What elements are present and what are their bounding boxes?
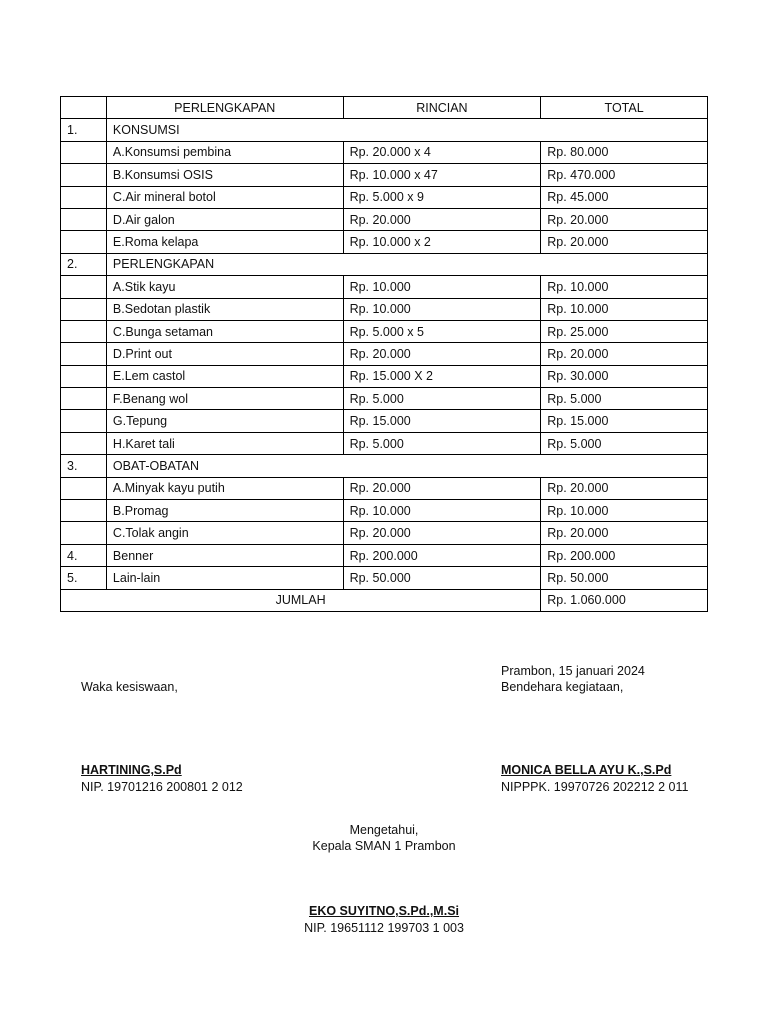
category-row (61, 253, 708, 275)
row-number (61, 477, 107, 499)
table-row (61, 320, 708, 342)
item-name: Lain-lain (106, 567, 343, 589)
item-detail: Rp. 10.000 x 2 (343, 231, 541, 253)
right-signer-id: NIPPPK. 19970726 202212 2 011 (501, 780, 689, 794)
item-detail: Rp. 15.000 (343, 410, 541, 432)
table-row (61, 141, 708, 163)
table-row (61, 186, 708, 208)
item-detail: Rp. 5.000 (343, 388, 541, 410)
row-number (61, 186, 107, 208)
item-total: Rp. 470.000 (541, 164, 708, 186)
item-total: Rp. 20.000 (541, 231, 708, 253)
item-detail: Rp. 50.000 (343, 567, 541, 589)
table-row (61, 432, 708, 454)
category-name: KONSUMSI (106, 119, 707, 141)
item-total: Rp. 200.000 (541, 544, 708, 566)
table-row (61, 388, 708, 410)
row-number (61, 320, 107, 342)
item-name: Benner (106, 544, 343, 566)
item-name: H.Karet tali (106, 432, 343, 454)
left-signer-name: HARTINING,S.Pd (81, 763, 182, 777)
row-number: 2. (61, 253, 107, 275)
principal-id: NIP. 19651112 199703 1 003 (304, 921, 464, 935)
table-body (61, 119, 708, 612)
item-detail: Rp. 10.000 x 47 (343, 164, 541, 186)
item-detail: Rp. 200.000 (343, 544, 541, 566)
sum-row (61, 589, 708, 611)
table-row (61, 231, 708, 253)
item-total: Rp. 20.000 (541, 477, 708, 499)
item-total: Rp. 15.000 (541, 410, 708, 432)
row-number (61, 276, 107, 298)
item-total: Rp. 10.000 (541, 276, 708, 298)
item-total: Rp. 50.000 (541, 567, 708, 589)
row-number: 1. (61, 119, 107, 141)
item-detail: Rp. 20.000 (343, 208, 541, 230)
item-total: Rp. 80.000 (541, 141, 708, 163)
category-name: PERLENGKAPAN (106, 253, 707, 275)
row-number (61, 500, 107, 522)
item-detail: Rp. 5.000 x 9 (343, 186, 541, 208)
header-no (61, 97, 107, 119)
item-detail: Rp. 10.000 (343, 276, 541, 298)
item-total: Rp. 10.000 (541, 298, 708, 320)
item-name: A.Stik kayu (106, 276, 343, 298)
item-detail: Rp. 20.000 (343, 343, 541, 365)
principal-role: Kepala SMAN 1 Prambon (312, 839, 456, 853)
table-row (61, 365, 708, 387)
item-detail: Rp. 10.000 (343, 500, 541, 522)
item-detail: Rp. 5.000 (343, 432, 541, 454)
item-detail: Rp. 5.000 x 5 (343, 320, 541, 342)
budget-table (60, 96, 708, 612)
row-number: 4. (61, 544, 107, 566)
place-date: Prambon, 15 januari 2024 (501, 664, 645, 678)
row-number (61, 522, 107, 544)
item-total: Rp. 20.000 (541, 208, 708, 230)
item-name: C.Air mineral botol (106, 186, 343, 208)
row-number (61, 410, 107, 432)
item-total: Rp. 45.000 (541, 186, 708, 208)
item-name: F.Benang wol (106, 388, 343, 410)
principal-name: EKO SUYITNO,S.Pd.,M.Si (308, 904, 460, 918)
item-total: Rp. 20.000 (541, 343, 708, 365)
item-total: Rp. 5.000 (541, 432, 708, 454)
row-number (61, 208, 107, 230)
table-row (61, 477, 708, 499)
header-item: PERLENGKAPAN (106, 97, 343, 119)
right-signer-role: Bendehara kegiataan, (501, 680, 624, 694)
left-signer-role: Waka kesiswaan, (81, 680, 178, 694)
table-row (61, 500, 708, 522)
table-row (61, 567, 708, 589)
item-total: Rp. 10.000 (541, 500, 708, 522)
item-name: B.Sedotan plastik (106, 298, 343, 320)
item-total: Rp. 5.000 (541, 388, 708, 410)
right-signer-name: MONICA BELLA AYU K.,S.Pd (501, 763, 672, 777)
item-name: B.Promag (106, 500, 343, 522)
sum-total: Rp. 1.060.000 (541, 589, 708, 611)
table-row (61, 343, 708, 365)
row-number (61, 298, 107, 320)
table-row (61, 208, 708, 230)
item-detail: Rp. 20.000 (343, 477, 541, 499)
row-number (61, 388, 107, 410)
item-name: E.Roma kelapa (106, 231, 343, 253)
category-row (61, 119, 708, 141)
item-name: A.Konsumsi pembina (106, 141, 343, 163)
table-row (61, 298, 708, 320)
row-number: 5. (61, 567, 107, 589)
category-name: OBAT-OBATAN (106, 455, 707, 477)
item-name: C.Bunga setaman (106, 320, 343, 342)
row-number: 3. (61, 455, 107, 477)
header-detail: RINCIAN (343, 97, 541, 119)
table-header-row (61, 97, 708, 119)
item-total: Rp. 25.000 (541, 320, 708, 342)
item-name: E.Lem castol (106, 365, 343, 387)
category-row (61, 455, 708, 477)
left-signer-id: NIP. 19701216 200801 2 012 (81, 780, 243, 794)
item-name: D.Print out (106, 343, 343, 365)
item-detail: Rp. 10.000 (343, 298, 541, 320)
row-number (61, 343, 107, 365)
table-row (61, 410, 708, 432)
item-name: D.Air galon (106, 208, 343, 230)
row-number (61, 365, 107, 387)
item-detail: Rp. 15.000 X 2 (343, 365, 541, 387)
item-name: B.Konsumsi OSIS (106, 164, 343, 186)
sum-label: JUMLAH (61, 589, 541, 611)
acknowledged-label: Mengetahui, (349, 823, 419, 837)
row-number (61, 432, 107, 454)
item-total: Rp. 20.000 (541, 522, 708, 544)
table-row (61, 522, 708, 544)
table-row (61, 276, 708, 298)
row-number (61, 231, 107, 253)
header-total: TOTAL (541, 97, 708, 119)
table-row (61, 164, 708, 186)
item-detail: Rp. 20.000 x 4 (343, 141, 541, 163)
row-number (61, 141, 107, 163)
item-name: A.Minyak kayu putih (106, 477, 343, 499)
table-row (61, 544, 708, 566)
item-total: Rp. 30.000 (541, 365, 708, 387)
item-detail: Rp. 20.000 (343, 522, 541, 544)
item-name: C.Tolak angin (106, 522, 343, 544)
item-name: G.Tepung (106, 410, 343, 432)
row-number (61, 164, 107, 186)
